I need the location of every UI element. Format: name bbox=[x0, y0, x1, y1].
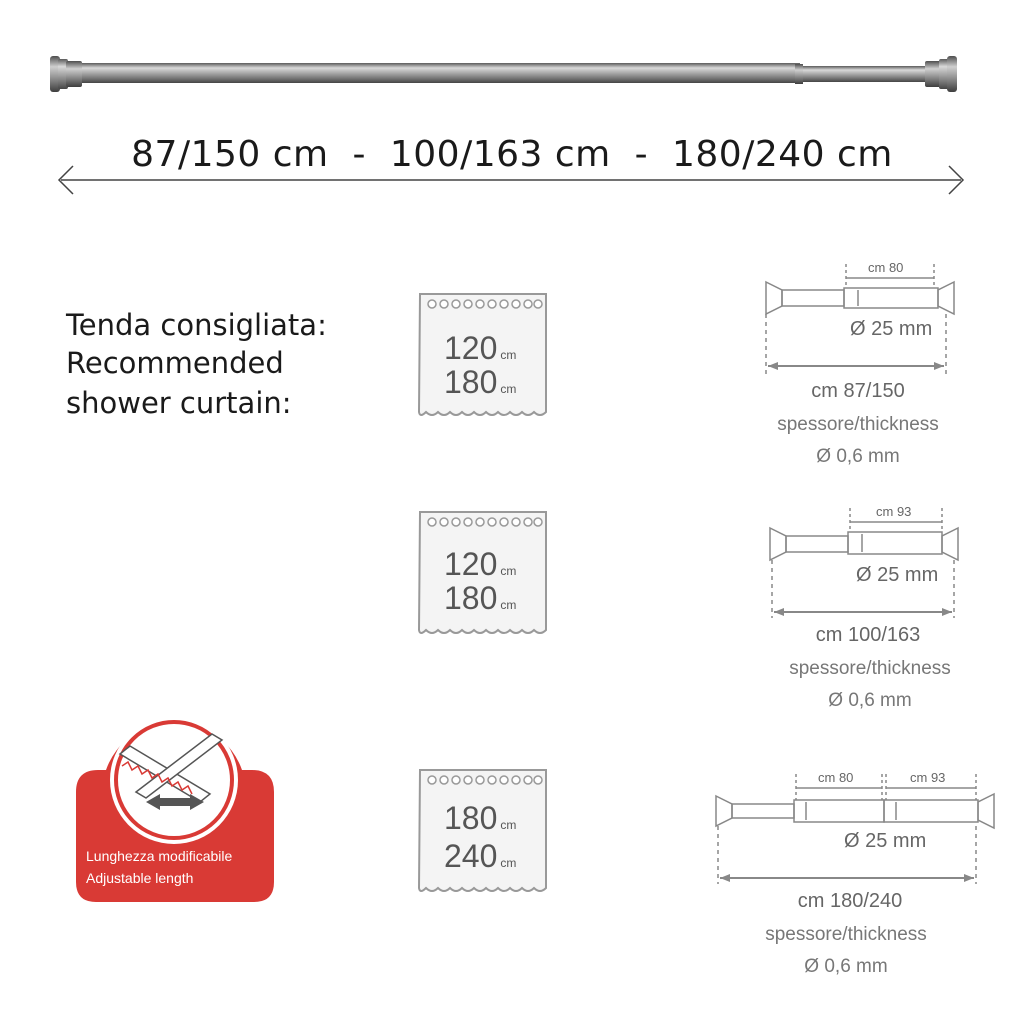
length-range-text: 87/150 cm - 100/163 cm - 180/240 cm bbox=[117, 134, 907, 175]
thickness-label: spessore/thickness bbox=[777, 414, 939, 435]
recommended-line-1: Tenda consigliata: bbox=[66, 308, 327, 342]
segment-length-label: cm 80 bbox=[868, 260, 904, 275]
curtain-icon-3 bbox=[418, 768, 550, 898]
thickness-value: Ø 0,6 mm bbox=[804, 956, 888, 977]
rod-diagram-3 bbox=[700, 766, 1010, 1006]
curtain-height: 180 cm bbox=[444, 364, 517, 400]
length-range-label bbox=[0, 134, 1024, 175]
segment-length-label: cm 93 bbox=[876, 504, 912, 519]
diameter-label: Ø 25 mm bbox=[856, 564, 939, 586]
segment-length-label: cm 80 bbox=[818, 770, 854, 785]
rod-length-label: cm 100/163 bbox=[815, 624, 921, 646]
curtain-width: 120 cm bbox=[444, 546, 517, 582]
thickness-value: Ø 0,6 mm bbox=[828, 690, 912, 711]
rod-diagram-2 bbox=[690, 500, 1010, 740]
thickness-label: spessore/thickness bbox=[789, 658, 951, 679]
diameter-label: Ø 25 mm bbox=[844, 830, 927, 852]
curtain-width: 120 cm bbox=[444, 330, 517, 366]
curtain-width: 180 cm bbox=[444, 800, 517, 836]
recommended-line-3: shower curtain: bbox=[66, 386, 292, 420]
thickness-value: Ø 0,6 mm bbox=[816, 446, 900, 467]
badge-line-1: Lunghezza modificabile bbox=[86, 848, 233, 864]
diameter-label: Ø 25 mm bbox=[850, 318, 933, 340]
rod-length-label: cm 87/150 bbox=[811, 380, 905, 402]
recommended-line-2: Recommended bbox=[66, 346, 284, 380]
curtain-height: 240 cm bbox=[444, 838, 517, 874]
curtain-icon-2 bbox=[418, 510, 550, 640]
badge-line-2: Adjustable length bbox=[86, 870, 194, 886]
thickness-label: spessore/thickness bbox=[765, 924, 927, 945]
segment-length-label: cm 93 bbox=[910, 770, 946, 785]
curtain-height: 180 cm bbox=[444, 580, 517, 616]
telescopic-rod-image bbox=[40, 48, 970, 100]
adjustable-length-badge bbox=[76, 706, 276, 902]
telescopic-rod-icon bbox=[40, 48, 970, 100]
rod-length-label: cm 180/240 bbox=[797, 890, 903, 912]
curtain-icon-1 bbox=[418, 292, 550, 422]
rod-diagram-1 bbox=[690, 256, 1010, 496]
